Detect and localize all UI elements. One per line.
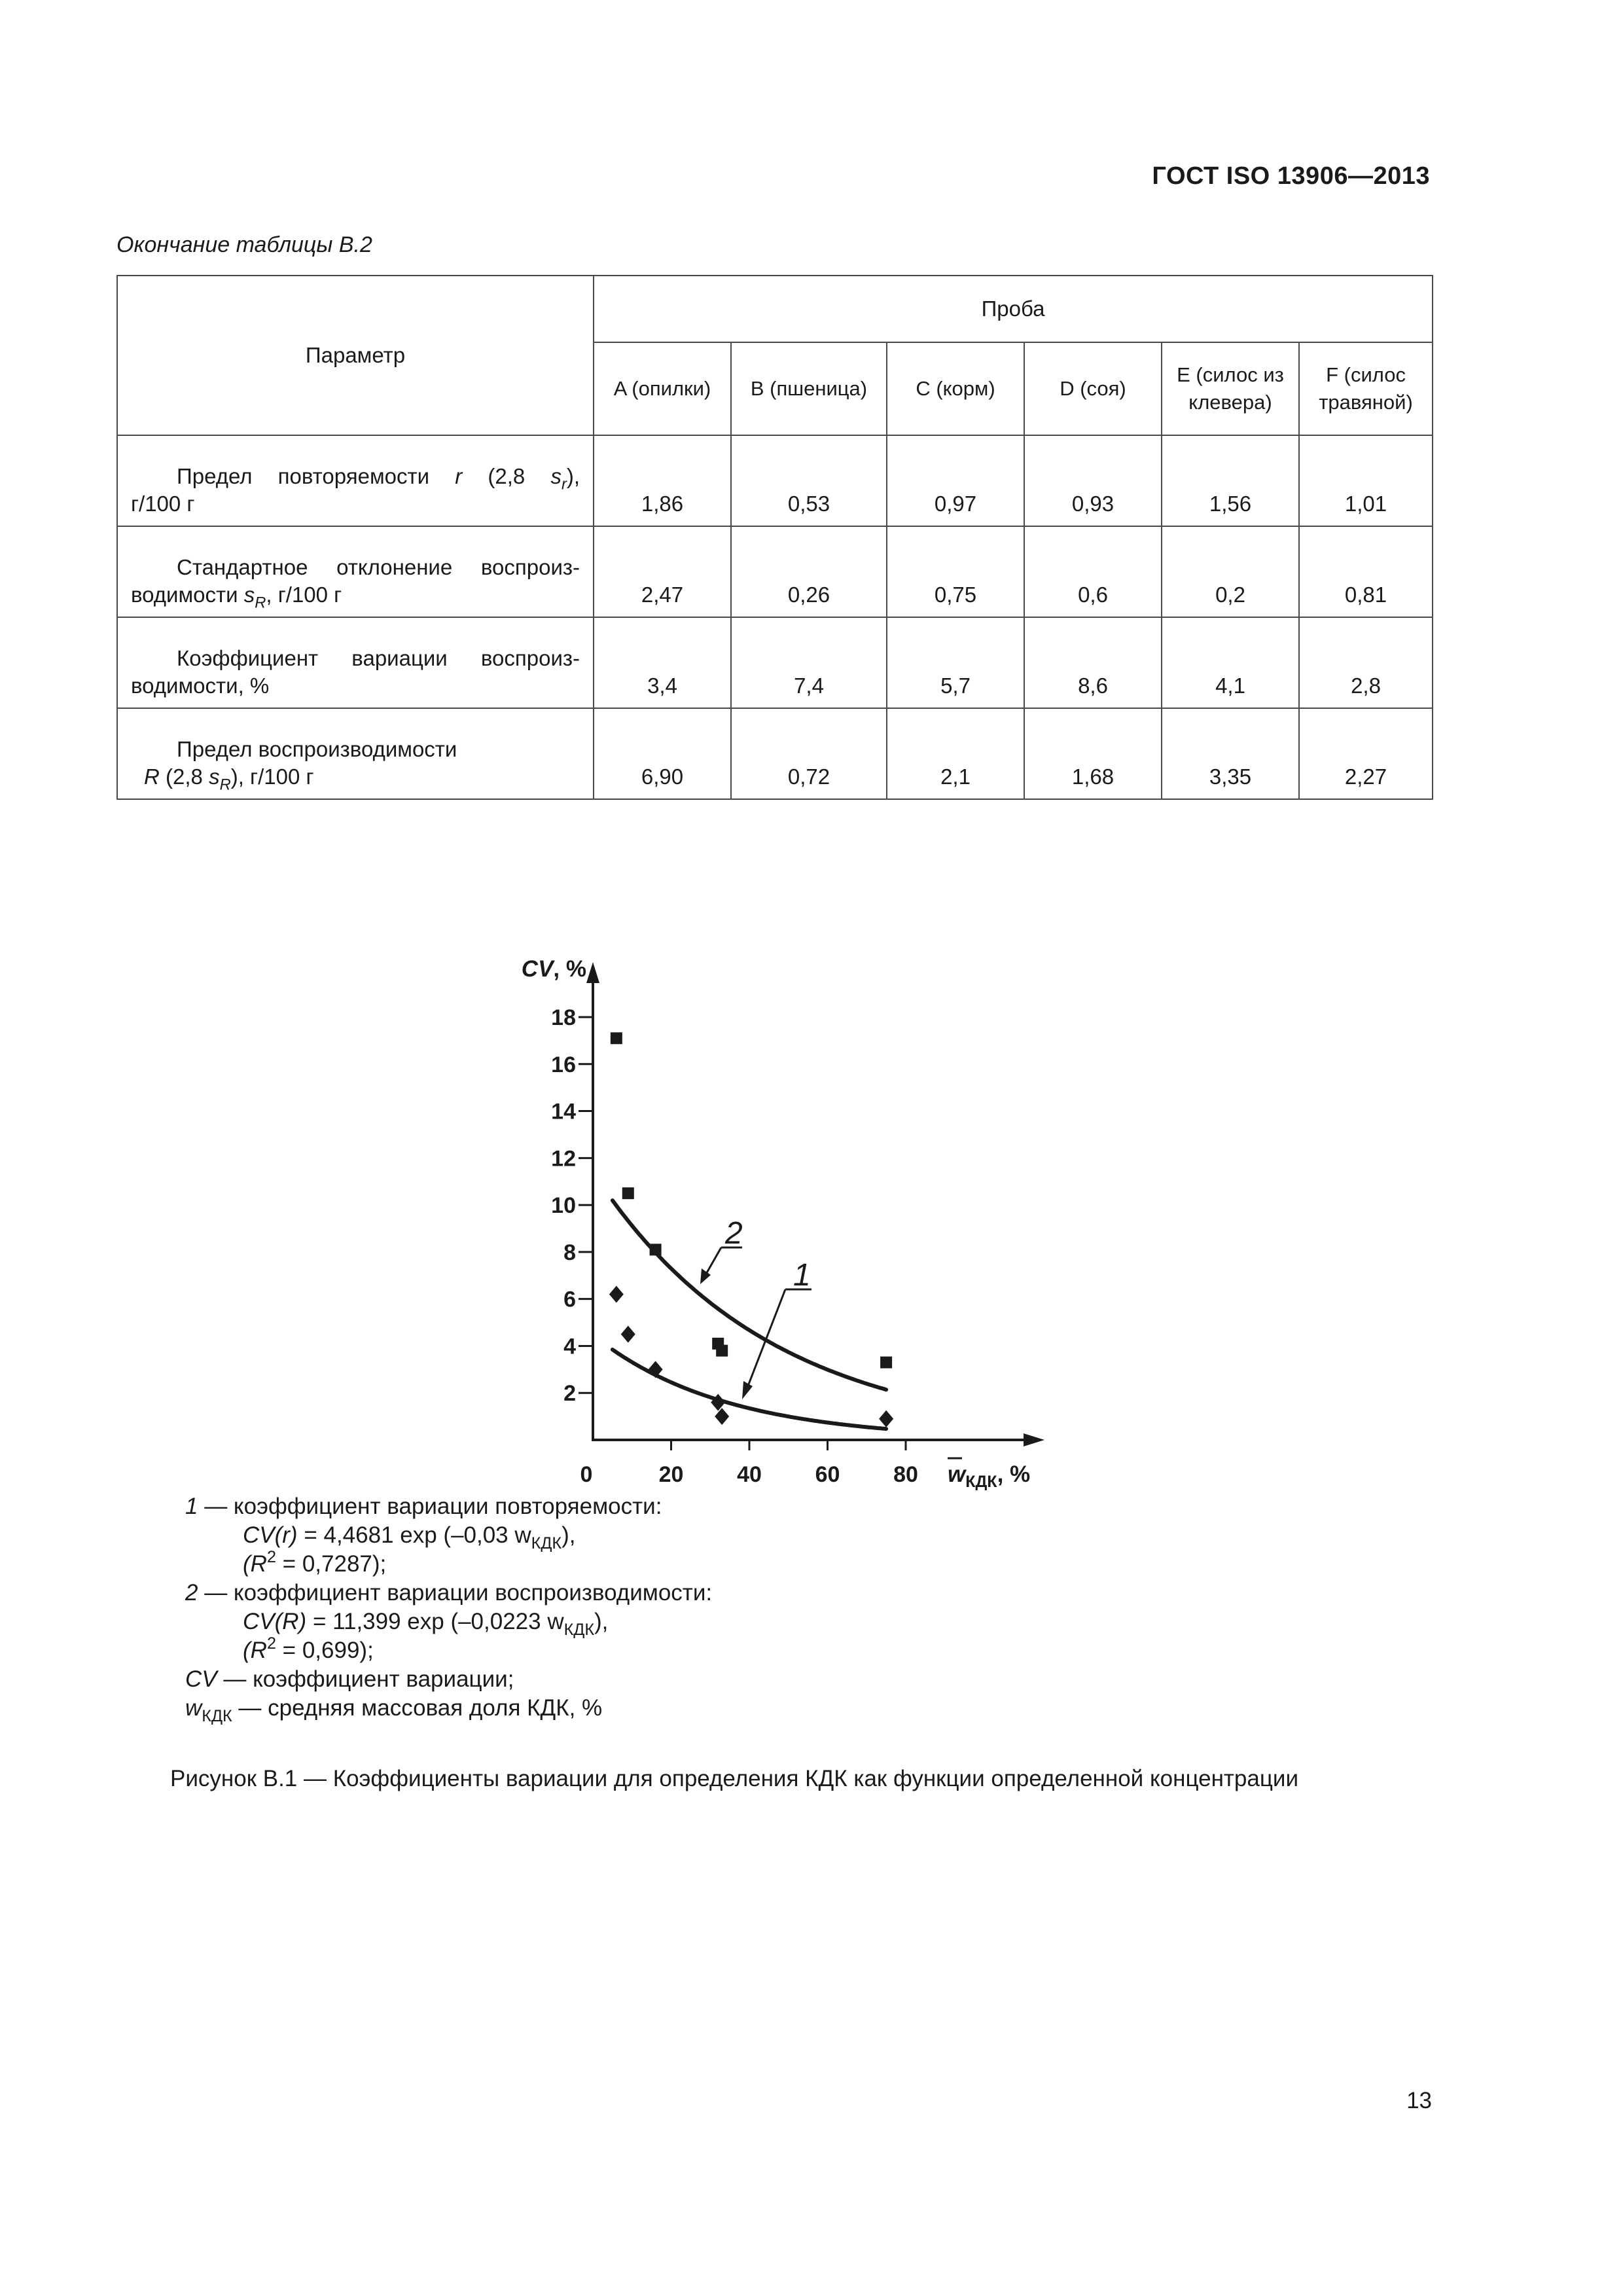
data-point-square [622, 1187, 634, 1199]
figure-caption: Рисунок В.1 — Коэффициенты вариации для определения КДК как функции определенной концентрации [170, 1766, 1299, 1791]
x-tick-label: 80 [893, 1462, 918, 1487]
table-cell: 0,75 [887, 526, 1024, 617]
table-cell: 2,1 [887, 708, 1024, 799]
data-point-square [611, 1032, 622, 1044]
data-point-diamond [879, 1410, 893, 1427]
chart-points [609, 1032, 893, 1427]
table-caption: Окончание таблицы В.2 [116, 232, 372, 257]
curve-label-1-leader [747, 1289, 785, 1388]
curve-label-1: 1 [793, 1258, 811, 1293]
fit-curve-2 [613, 1200, 886, 1390]
data-point-square [716, 1345, 728, 1357]
sample-header: D (соя) [1024, 342, 1162, 435]
legend-item-1: 1 — коэффициент вариации повторяемости: [185, 1494, 662, 1519]
sample-header: B (пшеница) [731, 342, 887, 435]
y-tick-label: 12 [551, 1146, 576, 1172]
table-cell: 5,7 [887, 617, 1024, 708]
sample-header: E (силос из клевера) [1162, 342, 1299, 435]
table-cell: 0,26 [731, 526, 887, 617]
row-label: Стандартное отклонение воспроиз- водимости $s_R$, г/100 г [117, 526, 594, 617]
legend-item-1-formula: CV(r) = 4,4681 exp (–0,03 $w_{КДК}$), [243, 1522, 576, 1552]
table-cell: 7,4 [731, 617, 887, 708]
data-point-diamond [715, 1408, 729, 1425]
table-cell: 4,1 [1162, 617, 1299, 708]
legend-item-2-formula: CV(R) = 11,399 exp (–0,0223 $w_{КДК}$), [243, 1609, 609, 1639]
table-cell: 8,6 [1024, 617, 1162, 708]
document-standard-number: ГОСТ ISO 13906—2013 [1152, 162, 1430, 190]
x-tick-label: 20 [658, 1462, 684, 1487]
y-tick-label: 8 [563, 1240, 576, 1265]
data-point-square [650, 1244, 662, 1255]
data-point-square [880, 1357, 892, 1369]
sample-header: C (корм) [887, 342, 1024, 435]
y-tick-label: 6 [563, 1287, 576, 1312]
table-cell: 0,81 [1299, 526, 1433, 617]
table-cell: 6,90 [594, 708, 731, 799]
table-cell: 1,68 [1024, 708, 1162, 799]
y-axis-arrow [586, 962, 599, 983]
chart-fit-curves [613, 1200, 886, 1429]
table-cell: 0,53 [731, 435, 887, 526]
curve-label-2-leader [705, 1247, 721, 1275]
table-cell: 2,27 [1299, 708, 1433, 799]
table-cell: 3,35 [1162, 708, 1299, 799]
y-tick-label: 10 [551, 1193, 576, 1219]
x-tick-label: 0 [580, 1462, 593, 1487]
table-cell: 0,72 [731, 708, 887, 799]
table-cell: 0,93 [1024, 435, 1162, 526]
table-cell: 2,47 [594, 526, 731, 617]
y-tick-label: 2 [563, 1381, 576, 1407]
y-tick-label: 16 [551, 1052, 576, 1077]
legend-item-2: 2 — коэффициент вариации воспроизводимости: [185, 1580, 713, 1605]
curve-label-2: 2 [725, 1216, 743, 1251]
sample-header: F (силос травяной) [1299, 342, 1433, 435]
table-cell: 3,4 [594, 617, 731, 708]
legend-item-1-r2: $(R^2 = 0,7287)$; [243, 1548, 387, 1577]
legend-item-2-r2: $(R^2 = 0,699)$; [243, 1634, 374, 1663]
row-label: Предел повторяемости r (2,8 $s_r$), г/100 г [117, 435, 594, 526]
curve-label-2-arrow [700, 1268, 711, 1284]
y-tick-label: 4 [563, 1334, 576, 1359]
data-point-diamond [609, 1285, 624, 1302]
chart-labels [522, 956, 1030, 1491]
sample-header: A (опилки) [594, 342, 731, 435]
data-point-diamond [621, 1326, 635, 1343]
table-cell: 0,6 [1024, 526, 1162, 617]
table-cell: 0,97 [887, 435, 1024, 526]
x-tick-label: 60 [815, 1462, 840, 1487]
curve-label-1-arrow [742, 1381, 753, 1399]
table-cell: 2,8 [1299, 617, 1433, 708]
figure-legend [185, 1492, 712, 1723]
page-number: 13 [1406, 2088, 1432, 2113]
y-tick-label: 18 [551, 1005, 576, 1030]
y-axis-label: CV, % [521, 956, 586, 982]
table-cell: 1,86 [594, 435, 731, 526]
y-tick-label: 14 [551, 1099, 576, 1124]
param-header: Параметр [117, 276, 594, 435]
x-axis-label: $w_{КДК}$, % [948, 1462, 1031, 1491]
table-cell: 0,2 [1162, 526, 1299, 617]
x-axis-arrow [1024, 1433, 1044, 1446]
x-tick-label: 40 [737, 1462, 762, 1487]
sample-group-header: Проба [594, 276, 1433, 342]
table-cell: 1,56 [1162, 435, 1299, 526]
row-label: Коэффициент вариации воспроиз- водимости, % [117, 617, 594, 708]
row-label: Предел воспроизводимости R (2,8 $s_R$), г/100 г [117, 708, 594, 799]
table-cell: 1,01 [1299, 435, 1433, 526]
legend-cv-definition: CV — коэффициент вариации; [185, 1666, 514, 1692]
legend-w-definition: $w_{КДК}$ — средняя массовая доля КДК, % [185, 1695, 603, 1725]
